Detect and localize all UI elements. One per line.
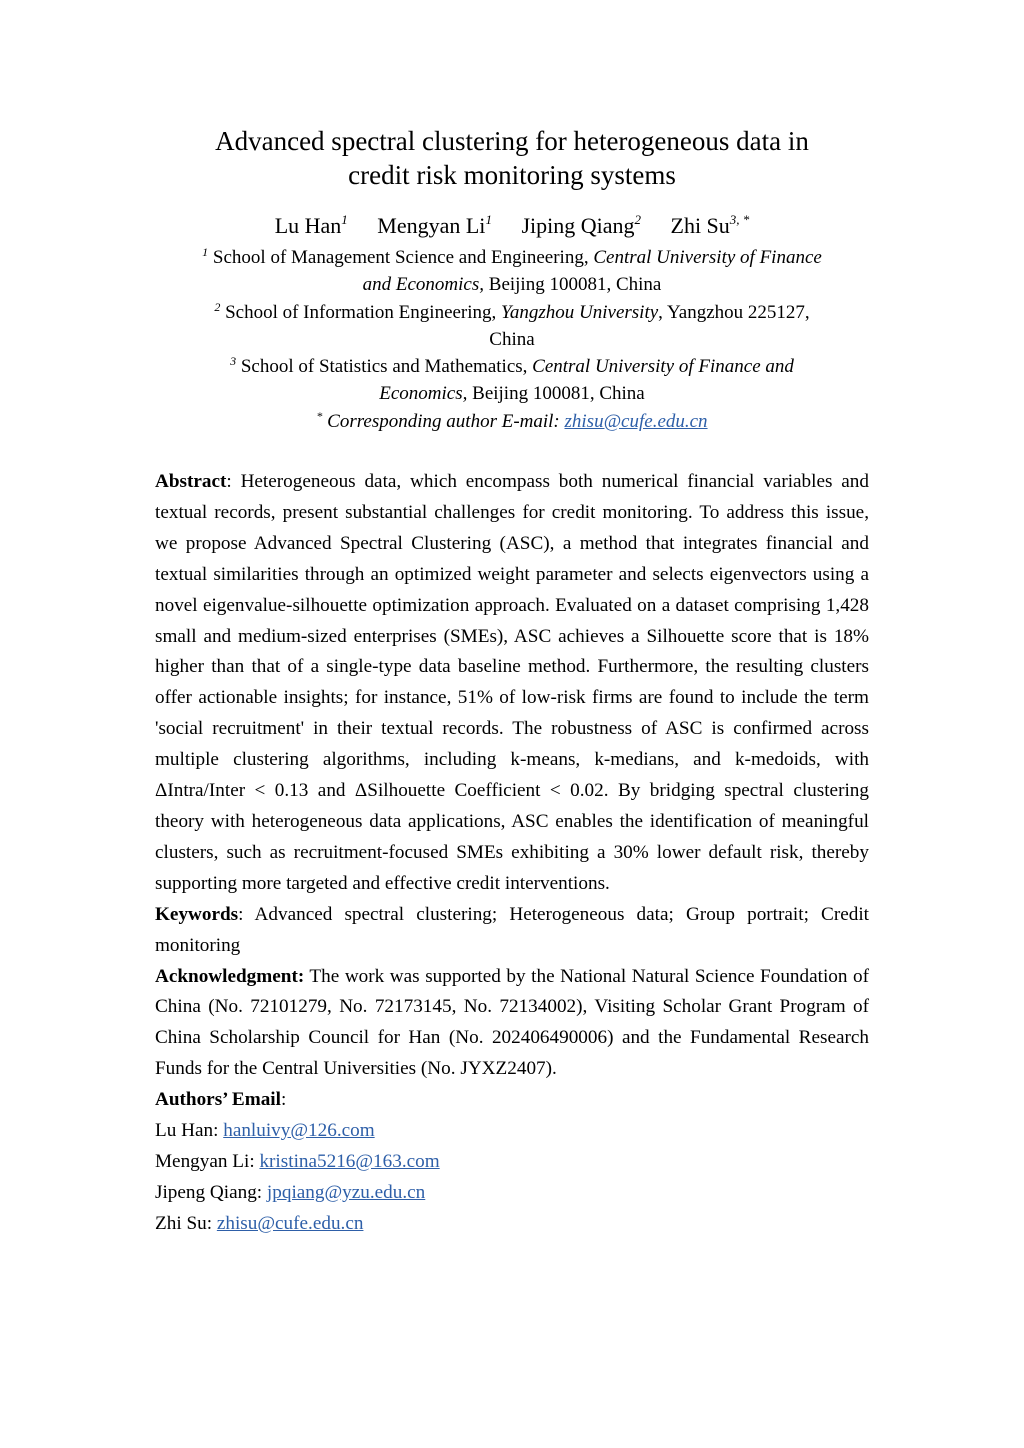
corresponding-author [190, 408, 834, 435]
affiliation-1 [190, 244, 834, 299]
corresponding-email-link[interactable]: zhisu@cufe.edu.cn [564, 410, 708, 432]
acknowledgment-text: The work was supported by the National Natural Science Foundation of China (No. 72101279, No. 72173145, No. 72134002), Visiting Scholar Grant Program of China Scholarship Council for Han (No. 202406490006) and the Fundamental Research Funds for the Central Universities (No. JYXZ2407). [155, 965, 869, 1080]
email-author-name: Zhi Su: [155, 1212, 213, 1234]
title-line-1: Advanced spectral clustering for heterogeneous data in [215, 126, 809, 156]
email-link[interactable]: jpqiang@yzu.edu.cn [266, 1181, 426, 1203]
email-entry [155, 1147, 869, 1178]
affiliation-2 [190, 299, 834, 354]
email-author-name: Lu Han: [155, 1120, 219, 1142]
affiliations [190, 244, 834, 435]
email-link[interactable]: hanluivy@126.com [223, 1120, 375, 1142]
author-list [150, 210, 874, 242]
email-author-name: Jipeng Qiang: [155, 1181, 263, 1203]
affiliation-3 [190, 353, 834, 408]
author-name: Mengyan Li [377, 213, 486, 238]
authors-email-heading [155, 1085, 869, 1116]
keywords-text: : Advanced spectral clustering; Heterogeneous data; Group portrait; Credit monitoring [155, 903, 869, 956]
author-sup: 1 [485, 212, 492, 227]
keywords-label: Keywords [155, 903, 239, 925]
abstract-label: Abstract [155, 471, 227, 492]
author-lu-han [275, 213, 348, 238]
acknowledgment-label: Acknowledgment: [155, 965, 305, 987]
corresponding-label: Corresponding author E-mail: [327, 410, 560, 432]
affiliation-city: Beijing 100081, China [472, 383, 645, 405]
email-entry [155, 1178, 869, 1209]
author-jiping-qiang [521, 213, 641, 238]
affiliation-dept: School of Management Science and Engineering, [212, 247, 589, 268]
authors-email-list [155, 1116, 869, 1240]
abstract-paragraph [155, 467, 869, 900]
affiliation-institution: Central University of Finance and Economics, [362, 247, 822, 296]
corresponding-sup: * [316, 408, 323, 423]
affiliation-institution: Central University of Finance and Economics, [379, 356, 794, 405]
email-link[interactable]: kristina5216@163.com [259, 1150, 440, 1172]
authors-email-colon: : [280, 1089, 287, 1111]
author-sup: 2 [634, 212, 641, 227]
affiliation-city: Beijing 100081, China [488, 274, 662, 296]
author-sup: 3, * [729, 212, 750, 227]
title-line-2: credit risk monitoring systems [348, 160, 676, 190]
email-entry [155, 1116, 869, 1147]
affiliation-sup: 2 [214, 299, 221, 314]
email-link[interactable]: zhisu@cufe.edu.cn [216, 1212, 364, 1234]
paper-body [155, 467, 869, 1240]
author-name: Zhi Su [670, 213, 730, 238]
author-name: Jiping Qiang [521, 213, 635, 238]
author-zhi-su [671, 213, 750, 238]
affiliation-city: , Yangzhou 225127, China [489, 301, 810, 350]
authors-email-label: Authors’ Email [155, 1089, 281, 1111]
affiliation-sup: 1 [202, 245, 209, 259]
affiliation-sup: 3 [230, 354, 237, 369]
paper-title [150, 124, 874, 192]
keywords-paragraph [155, 900, 869, 962]
abstract-text: : Heterogeneous data, which encompass both numerical financial variables and textual records, present substantial challenges for credit monitoring. To address this issue, we propose Advanced Spectral Clustering (ASC), a method that integrates financial and textual similarities through an optimized weight parameter and selects eigenvectors using a novel eigenvalue-silhouette optimization approach. Evaluated on a dataset comprising 1,428 small and medium-sized enterprises (SMEs), ASC achieves a Silhouette score that is 18% higher than that of a single-type data baseline method. Furthermore, the resulting clusters offer actionable insights; for instance, 51% of low-risk firms are found to include the term 'social recruitment' in their textual records. The robustness of ASC is confirmed across multiple clustering algorithms, including k-means, k-medians, and k-medoids, with ΔIntra/Inter < 0.13 and ΔSilhouette Coefficient < 0.02. By bridging spectral clustering theory with heterogeneous data applications, ASC enables the identification of meaningful clusters, such as recruitment-focused SMEs exhibiting a 30% lower default risk, thereby supporting more targeted and effective credit interventions. [155, 471, 869, 894]
affiliation-dept: School of Statistics and Mathematics, [240, 356, 528, 378]
email-author-name: Mengyan Li: [155, 1150, 255, 1172]
email-entry [155, 1209, 869, 1240]
author-mengyan-li [377, 213, 492, 238]
acknowledgment-paragraph [155, 962, 869, 1086]
author-sup: 1 [341, 212, 348, 227]
author-name: Lu Han [274, 213, 342, 238]
affiliation-institution: Yangzhou University [501, 301, 659, 323]
affiliation-dept: School of Information Engineering, [225, 301, 497, 323]
